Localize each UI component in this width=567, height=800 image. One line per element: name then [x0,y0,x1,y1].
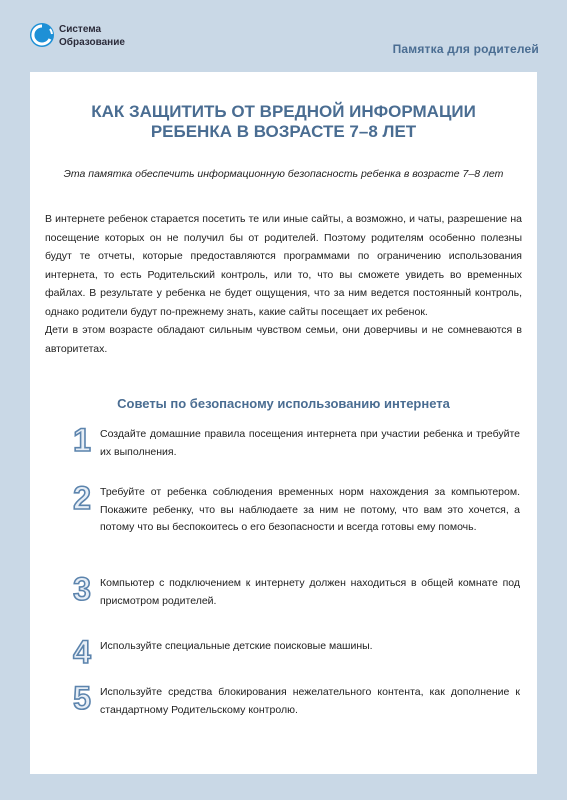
tip-text-2: Требуйте от ребенка соблюдения временных норм нахождения за компьютером. Покажите ребенку, что вы наблюдаете за ним не потому, что вам это хочется, а потому что вы беспокоитесь о его безопасности и всегда готовы ему помочь. [100,486,520,533]
tip-text-3: Компьютер с подключением к интернету должен находиться в общей комнате под присмотром родителей. [100,577,520,607]
logo-line-2: Образование [59,37,125,48]
logo-line-1: Система [59,24,102,35]
document-sheet [30,72,537,774]
logo-circle-icon [28,20,56,50]
tip-text-4: Используйте специальные детские поисковые машины. [100,640,373,652]
tip-number-2: 2 [73,480,91,516]
logo-text [59,23,125,49]
intro-paragraph-1: В интернете ребенок старается посетить те или иные сайты, а возможно, и чаты, разрешение на посещение которых он не получил бы от родителей. Поэтому родителям особенно полезны будут те отчеты, которые предоставляются программами по ограничению использования интернета, то есть Родительский контроль, или то, что вы сможете увидеть во временных файлах. В результате у ребенка не будет ощущения, что за ним ведется постоянный контроль, однако родители будут по-прежнему знать, какие сайты посещает их ребенок. [45,213,522,318]
page-header [0,0,567,72]
tip-number-5: 5 [73,680,91,716]
intro-paragraph-2: Дети в этом возрасте обладают сильным чувством семьи, они доверчивы и не сомневаются в авторитетах. [45,324,522,355]
logo [28,20,188,60]
tip-number-3: 3 [73,571,91,607]
tip-text-5: Используйте средства блокирования нежелательного контента, как дополнение к стандартному Родительскому контролю. [100,686,520,716]
tips-heading: Советы по безопасному использованию интернета [117,396,450,411]
title-line-1: КАК ЗАЩИТИТЬ ОТ ВРЕДНОЙ ИНФОРМАЦИИ [91,102,476,121]
document-title [30,102,537,142]
title-line-2: РЕБЕНКА В ВОЗРАСТЕ 7–8 ЛЕТ [150,122,417,141]
tip-number-4: 4 [73,634,91,670]
document-subtitle: Эта памятка обеспечить информационную безопасность ребенка в возрасте 7–8 лет [63,168,504,180]
tip-text-1: Создайте домашние правила посещения интернета при участии ребенка и требуйте их выполнения. [100,428,520,458]
memo-label: Памятка для родителей [392,42,539,56]
tip-number-1: 1 [73,422,91,458]
intro-text [45,210,522,358]
